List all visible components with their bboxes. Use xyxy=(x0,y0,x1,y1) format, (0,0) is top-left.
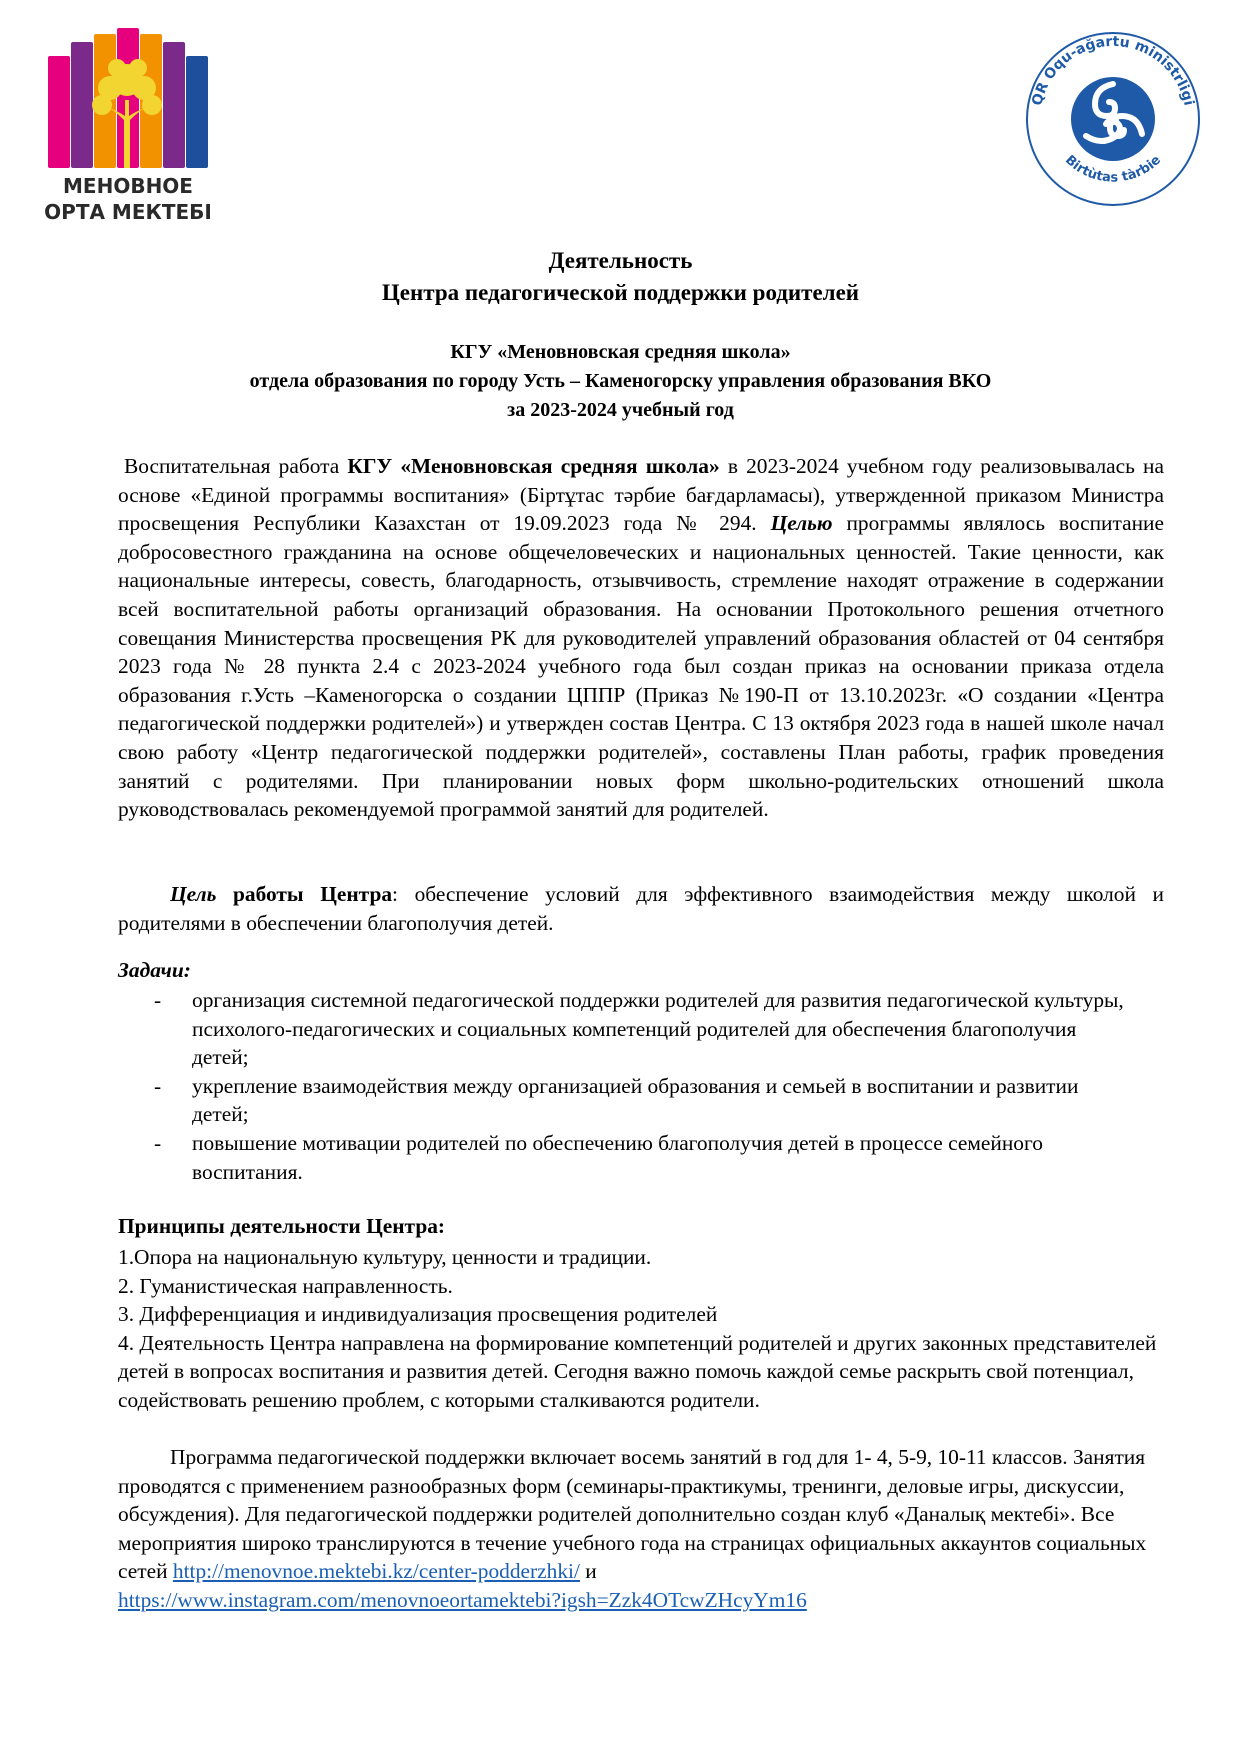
goal-text: : обеспечение условий для эффективного взаимодействия между школой и родителями в обеспечении благополучия детей. xyxy=(118,882,1164,935)
task-text: повышение мотивации родителей по обеспечению благополучия детей в процессе семейного воспитания. xyxy=(192,1130,1043,1184)
intro-paragraph xyxy=(118,452,1164,824)
dash-bullet: - xyxy=(154,1073,162,1098)
program-paragraph xyxy=(118,1443,1164,1615)
dash-bullet: - xyxy=(154,1130,162,1155)
tree-icon xyxy=(82,50,172,168)
logo-bar xyxy=(186,56,208,168)
list-item xyxy=(118,986,1128,1072)
tasks-heading: Задачи: xyxy=(118,958,191,982)
subtitle-line1: КГУ «Меновновская средняя школа» xyxy=(450,341,791,363)
ministry-logo xyxy=(1018,24,1208,214)
principles-heading: Принципы деятельности Центра: xyxy=(118,1214,446,1238)
intro-text-c: в 2023-2024 учебном году реализовывалась на основе «Единой программы воспитания» (Біртұтас тәрбие бағдарламасы), утвержденной приказом Министра просвещения Республики Казахстан от 19.09.2023 года № 294. xyxy=(118,454,1164,536)
tasks-list xyxy=(118,986,1128,1186)
goal-subject: работы Центра xyxy=(216,882,393,906)
logo-text-line1: МЕНОВНОЕ xyxy=(63,174,193,198)
intro-school-name: КГУ «Меновновская средняя школа» xyxy=(347,454,720,478)
ministry-logo-top-text: QR Oqu-ağartu ministrligi xyxy=(1029,33,1197,108)
logo-bar xyxy=(48,56,70,168)
dash-bullet: - xyxy=(154,988,162,1012)
principle-item: 3. Дифференциация и индивидуализация просвещения родителей xyxy=(118,1302,718,1327)
and-text: и xyxy=(579,1559,597,1584)
ministry-logo-bottom-text: Birtùtas tàrbie xyxy=(1062,152,1164,186)
subtitle-line2: отдела образования по городу Усть – Каменогорску управления образования ВКО xyxy=(249,370,992,392)
intro-text-a: Воспитательная работа xyxy=(124,454,348,478)
task-text: укрепление взаимодействия между организацией образования и семьей в воспитании и развитии детей; xyxy=(192,1073,1079,1127)
principle-item: 2. Гуманистическая направленность. xyxy=(118,1273,453,1298)
principles-list xyxy=(118,1243,1164,1415)
task-text: организация системной педагогической поддержки родителей для развития педагогической культуры, психолого-педагогических и социальных компетенций родителей для обеспечения благополучия детей; xyxy=(192,988,1124,1070)
subtitle-line3: за 2023-2024 учебный год xyxy=(507,399,734,421)
principle-item: 1.Опора на национальную культуру, ценности и традиции. xyxy=(118,1245,652,1269)
school-logo xyxy=(42,28,214,228)
principle-item: 4. Деятельность Центра направлена на формирование компетенций родителей и других законных представителей детей в вопросах воспитания и развития детей. Сегодня важно помочь каждой семье раскрыть свой потенциал, содействовать решению проблем, с которыми сталкиваются родители. xyxy=(118,1330,1157,1412)
center-goal-paragraph xyxy=(118,880,1164,937)
program-text: Программа педагогической поддержки включает восемь занятий в год для 1- 4, 5-9, 10-11 классов. Занятия проводятся с применением разнообразных форм (семинары-практикумы, тренинги, деловые игры, дискуссии, обсуждения). Для педагогической поддержки родителей дополнительно создан клуб «Даналық мектебі». Все мероприятия широко транслируются в течение учебного года на страницах официальных аккаунтов социальных сетей xyxy=(118,1445,1147,1584)
list-item xyxy=(118,1129,1128,1186)
goal-word: Цель xyxy=(170,882,217,906)
page-title-line2: Центра педагогической поддержки родителей xyxy=(381,280,860,305)
list-item xyxy=(118,1072,1128,1129)
intro-goal-word: Целью xyxy=(770,511,833,536)
page-title: Деятельность xyxy=(548,248,693,273)
website-link[interactable]: http://menovnoe.mektebi.kz/center-podderzhki/ xyxy=(172,1559,580,1584)
instagram-link[interactable]: https://www.instagram.com/menovnoeortamektebi?igsh=Zzk4OTcwZHcyYm16 xyxy=(118,1587,807,1612)
logo-text-line2: ОРТА МЕКТЕБІ xyxy=(44,200,212,224)
intro-text-e: программы являлось воспитание добросовестного гражданина на основе общечеловеческих и национальных ценностей. Такие ценности, как национальные интересы, совесть, благодарность, отзывчивость, стремление находят отражение в содержании всей воспитательной работы организаций образования. На основании Протокольного решения отчетного совещания Министерства просвещения РК для руководителей управлений образования областей от 04 сентября 2023 года № 28 пункта 2.4 с 2023-2024 учебного года был создан приказ на основании приказа отдела образования г.Усть –Каменогорска о создании ЦППР (Приказ №190-П от 13.10.2023г. «О создании «Центра педагогической поддержки родителей») и утвержден состав Центра. С 13 октября 2023 года в нашей школе начал свою работу «Центр педагогической поддержки родителей», составлены План работы, график проведения занятий с родителями. При планировании новых форм школьно-родительских отношений школа руководствовалась рекомендуемой программой занятий для родителей. xyxy=(118,511,1164,822)
